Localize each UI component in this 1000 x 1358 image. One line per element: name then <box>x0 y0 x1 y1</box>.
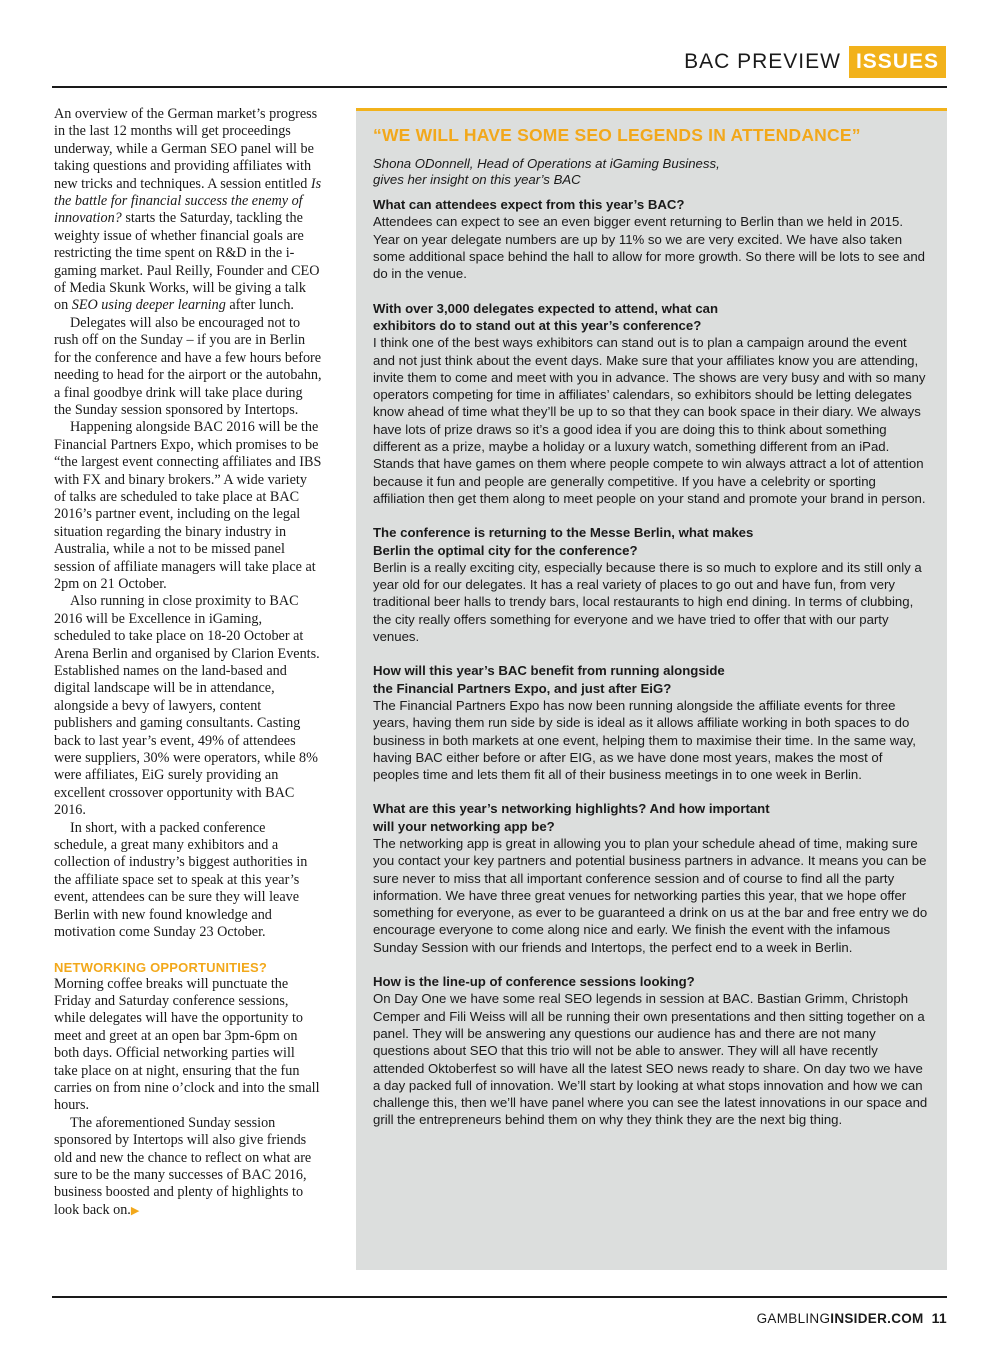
section-tag: ISSUES <box>849 46 946 78</box>
qa-item <box>373 524 931 645</box>
sidebar-title: “WE WILL HAVE SOME SEO LEGENDS IN ATTENDANCE” <box>373 125 861 145</box>
article-paragraph-7: The aforementioned Sunday session sponsored by Intertops will also give friends old and new the chance to reflect on what are sure to be the many successes of BAC 2016, business boosted and plenty of highlights to look back on.▶ <box>54 1114 312 1218</box>
qa-item <box>373 973 931 1129</box>
article-paragraph-5: In short, with a packed conference schedule, a great many exhibitors and a collection of industry’s biggest authorities in the affiliate space set to speak at this year’s event, attendees can be sure they will leave Berlin with new found knowledge and motivation come Sunday 23 October. <box>54 819 308 941</box>
answer: The networking app is great in allowing you to plan your schedule ahead of time, making sure you contact your key partners and potential business partners in advance. It means you can be sure never to miss that all important conference session and of course to find all the party information. We have three great venues for networking parties this year, that we hope offer something for everyone, as ever to be guaranteed a drink on us at the bar and free entry we do encourage everyone to come along nice and early. We finish the event with the infamous Sunday Session with our friends and Intertops, the perfect end to a week in Berlin. <box>373 835 928 955</box>
article-subhead: NETWORKING OPPORTUNITIES? <box>54 959 267 975</box>
page-header <box>684 47 946 77</box>
article-paragraph-6: Morning coffee breaks will punctuate the Friday and Saturday conference sessions, while delegates will have the opportunity to meet and greet at an open bar 3pm-6pm on both days. Official networking parties will take place on at night, ensuring that the fun carries on from nine o’clock and into the small hours. <box>54 975 320 1114</box>
article-paragraph-4: Also running in close proximity to BAC 2016 will be Excellence in iGaming, scheduled to take place on 18-20 October at Arena Berlin and organised by Clarion Events. Established names on the land-based and digital landscape will be in attendance, alongside a bevy of lawyers, content publishers and gaming consultants. Casting back to last year’s event, 49% of attendees were suppliers, 30% were operators, while 8% were affiliates, EiG surely providing an excellent crossover opportunity with BAC 2016. <box>54 593 320 819</box>
answer: Berlin is a really exciting city, especially because there is so much to explore and its still only a year old for our delegates. It has a real variety of places to go out and have fun, from very traditional beer halls to trendy bars, local restaurants to high end dining. In terms of clubbing, the city really offers something for everyone and we have tried to offer that with our party venues. <box>373 559 922 645</box>
question: The conference is returning to the Messe Berlin, what makes Berlin the optimal city for the conference? <box>373 525 754 558</box>
question: With over 3,000 delegates expected to attend, what can exhibitors do to stand out at this year’s conference? <box>373 300 719 333</box>
footer-brand-light: GAMBLING <box>756 1311 831 1326</box>
qa-item <box>373 196 931 282</box>
interview-sidebar <box>356 108 947 1270</box>
qa-item <box>373 300 931 508</box>
answer: I think one of the best ways exhibitors can stand out is to plan a campaign around the event and not just think about the event days. Make sure that your affiliates know you are attending, invite them to come and meet with you in advance. The shows are very busy and with so many operators competing for time in affiliates’ calendars, so exhibitors should be letting delegates know ahead of time what they’ll be up to so that they can book space in their diary. We always have lots of prize draws so it’s a good idea if you are doing this to think about something different as a prize, maybe a holiday or a luxury watch, something different from an iPad. Stands that have games on them where people compete to win always attract a lot of attention because it fun and people are generally competitive. If you have a celebrity or sporting affiliation then get them along to meet people on your stand and promote your brand in person. <box>373 335 926 506</box>
answer: On Day One we have some real SEO legends in session at BAC. Bastian Grimm, Christoph Cemper and Fili Weiss will all be running their own presentations and then sitting together on a panel. They will be answering any questions our audience has and there are not many questions about SEO that this trio will not be able to answer. They will all have recently attended Oktoberfest so will have all the latest SEO news ready to share. On day two we have a day packed full of innovation. We’ll start by looking at what stops innovation and how we can challenge this, then we’ll have panel where you can see the latest innovations in our space and grill the entrepreneurs behind them on why they think they are the next big thing. <box>373 991 928 1128</box>
question: How will this year’s BAC benefit from running alongside the Financial Partners Expo, and just after EiG? <box>373 663 725 696</box>
question: What can attendees expect from this year’s BAC? <box>373 197 685 213</box>
qa-item <box>373 662 931 783</box>
question: How is the line-up of conference sessions looking? <box>373 974 695 990</box>
article-paragraph-2: Delegates will also be encouraged not to rush off on the Sunday – if you are in Berlin for the conference and have a few hours before needing to head for the airport or the autobahn, a final goodbye drink will take place during the Sunday session sponsored by Intertops. <box>54 314 322 418</box>
footer-rule <box>52 1296 947 1298</box>
article-body <box>54 106 322 1220</box>
page-footer <box>757 1310 947 1326</box>
page-number: 11 <box>931 1310 947 1326</box>
section-label: BAC PREVIEW <box>684 50 841 73</box>
footer-brand-bold: INSIDER.COM <box>830 1311 924 1326</box>
sidebar-intro: Shona ODonnell, Head of Operations at iGaming Business, gives her insight on this year’s BAC <box>373 156 720 187</box>
article-paragraph-1: An overview of the German market’s progress in the last 12 months will get proceedings underway, while a German SEO panel will be taking questions and providing affiliates with new tricks and techniques. A session entitled Is the battle for financial success the enemy of innovation? starts the Saturday, tackling the weighty issue of whether financial goals are restricting the time spent on R&D in the i-gaming market. Paul Reilly, Founder and CEO of Media Skunk Works, will be giving a talk on SEO using deeper learning after lunch. <box>54 106 322 314</box>
answer: Attendees can expect to see an even bigger event returning to Berlin than we held in 2015. Year on year delegate numbers are up by 11% so we are very excited. We have also taken some additional space behind the hall to allow for more growth. So there will be lots to see and do in the venue. <box>373 214 925 282</box>
answer: The Financial Partners Expo has now been running alongside the affiliate events for three years, having them run side by side is ideal as it allows affiliate working in both spaces to do business in both markets at one event, helping them to maximise their time. In the same way, having BAC either before or after EIG, as we have done most years, makes the most of peoples time and lets them fit all of their business meetings in to one week in Berlin. <box>373 697 916 783</box>
article-paragraph-3: Happening alongside BAC 2016 will be the Financial Partners Expo, which promises to be “the largest event connecting affiliates and IBS with FX and binary brokers.” A wide variety of talks are scheduled to take place at BAC 2016’s partner event, including on the legal situation regarding the binary industry in Australia, while a not to be missed panel session of affiliate managers will take place at 2pm on 21 October. <box>54 419 322 592</box>
end-mark-icon: ▶ <box>130 1204 140 1217</box>
header-rule <box>52 86 947 88</box>
qa-item <box>373 800 931 956</box>
question: What are this year’s networking highlights? And how important will your networking app be? <box>373 801 770 834</box>
